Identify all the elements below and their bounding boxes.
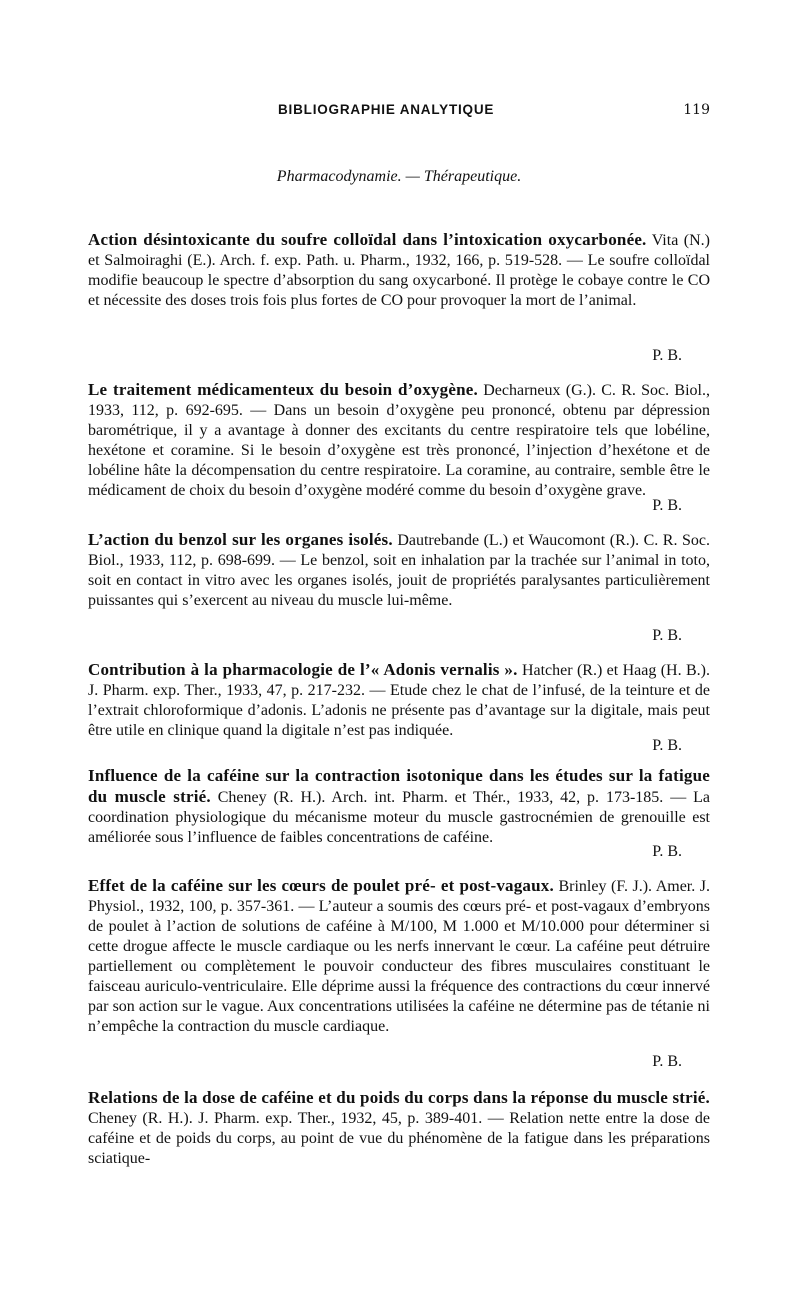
abstract-entry: [88, 766, 710, 862]
entry-body: Brinley (F. J.). Amer. J. Physiol., 1932, 100, p. 357-361. — L’auteur a soumis des cœurs pré- et post-vagaux d’embryons de poulet à l’action de solutions de caféine à M/100, M 1.000 et M/10.000 pour déterminer si cette drogue affecte le muscle cardiaque ou les nerfs innervant le cœur. La caféine peut détruire partiellement ou complètement le pouvoir conducteur des fibres musculaires constituant le faisceau auriculo-ventriculaire. Elle déprime aussi la fréquence des contractions du cœur innervé par son action sur le vague. Aux concentrations utilisées la caféine ne détermine pas de tétanie ni n’empêche la contraction du muscle cardiaque.: [88, 878, 710, 1035]
entry-signature: P. B.: [652, 347, 682, 364]
abstract-entry: [88, 530, 710, 646]
abstract-entry: [88, 876, 710, 1072]
entry-body: Dautrebande (L.) et Waucomont (R.). C. R. Soc. Biol., 1933, 112, p. 698-699. — Le benzol, soit en inhalation par la trachée sur l’animal in toto, soit en contact in vitro avec les organes isolés, jouit de propriétés paralysantes particulièrement puissantes qui s’exercent au niveau du muscle lui-même.: [88, 532, 710, 609]
abstract-entry: [88, 230, 710, 366]
page-number: 119: [683, 102, 710, 118]
entry-title: Relations de la dose de caféine et du poids du corps dans la réponse du muscle strié.: [88, 1088, 710, 1107]
entry-title: L’action du benzol sur les organes isolés.: [88, 530, 393, 549]
section-title: Pharmacodynamie. — Thérapeutique.: [276, 168, 522, 185]
abstract-entry: [88, 1088, 710, 1188]
entry-body: Hatcher (R.) et Haag (H. B.). J. Pharm. exp. Ther., 1933, 47, p. 217-232. — Etude chez le chat de l’infusé, de la teinture et de l’extrait chloroformique d’adonis. L’adonis ne présente pas d’avantage sur la digitale, mais peut être utile en clinique quand la digitale n’est pas indiquée.: [88, 662, 710, 739]
entry-title: Le traitement médicamenteux du besoin d’oxygène.: [88, 380, 478, 399]
entry-title: Influence de la caféine sur la contraction isotonique dans les études sur la fatigue du muscle strié.: [88, 766, 710, 806]
entry-title: Effet de la caféine sur les cœurs de poulet pré- et post-vagaux.: [88, 876, 554, 895]
abstract-entry: [88, 660, 710, 756]
page-header: [88, 102, 710, 124]
entry-signature: P. B.: [652, 737, 682, 754]
running-title: BIBLIOGRAPHIE ANALYTIQUE: [278, 102, 495, 117]
entry-body: Cheney (R. H.). Arch. int. Pharm. et Thér., 1933, 42, p. 173-185. — La coordination physiologique du mécanisme moteur du muscle gastrocnémien de grenouille est améliorée sous l’influence de faibles concentrations de caféine.: [88, 789, 710, 846]
entry-signature: P. B.: [652, 497, 682, 514]
entry-body: Vita (N.) et Salmoiraghi (E.). Arch. f. exp. Path. u. Pharm., 1932, 166, p. 519-528. — Le soufre colloïdal modifie beaucoup le spectre d’absorption du sang oxycarboné. Il protège le cobaye contre le CO et nécessite des doses trois fois plus fortes de CO pour provoquer la mort de l’animal.: [88, 232, 710, 309]
entry-title: Contribution à la pharmacologie de l’« Adonis vernalis ».: [88, 660, 518, 679]
entry-title: Action désintoxicante du soufre colloïdal dans l’intoxication oxycarbonée.: [88, 230, 647, 249]
entry-signature: P. B.: [652, 627, 682, 644]
entry-body: Decharneux (G.). C. R. Soc. Biol., 1933, 112, p. 692-695. — Dans un besoin d’oxygène peu prononcé, obtenu par dépression barométrique, il y a avantage à donner des excitants du centre respiratoire tels que lobéline, hexétone et coramine. Si le besoin d’oxygène est très prononcé, l’injection d’hexétone et de lobéline hâte la décompensation du centre respiratoire. La coramine, au contraire, semble être le médicament de choix du besoin d’oxygène modéré comme du besoin d’oxygène grave.: [88, 382, 710, 499]
entry-body: Cheney (R. H.). J. Pharm. exp. Ther., 1932, 45, p. 389-401. — Relation nette entre la dose de caféine et de poids du corps, au point de vue du phénomène de la fatigue dans les préparations sciatique-: [88, 1110, 710, 1167]
abstract-entry: [88, 380, 710, 516]
entry-signature: P. B.: [652, 1053, 682, 1070]
entry-signature: P. B.: [652, 843, 682, 860]
